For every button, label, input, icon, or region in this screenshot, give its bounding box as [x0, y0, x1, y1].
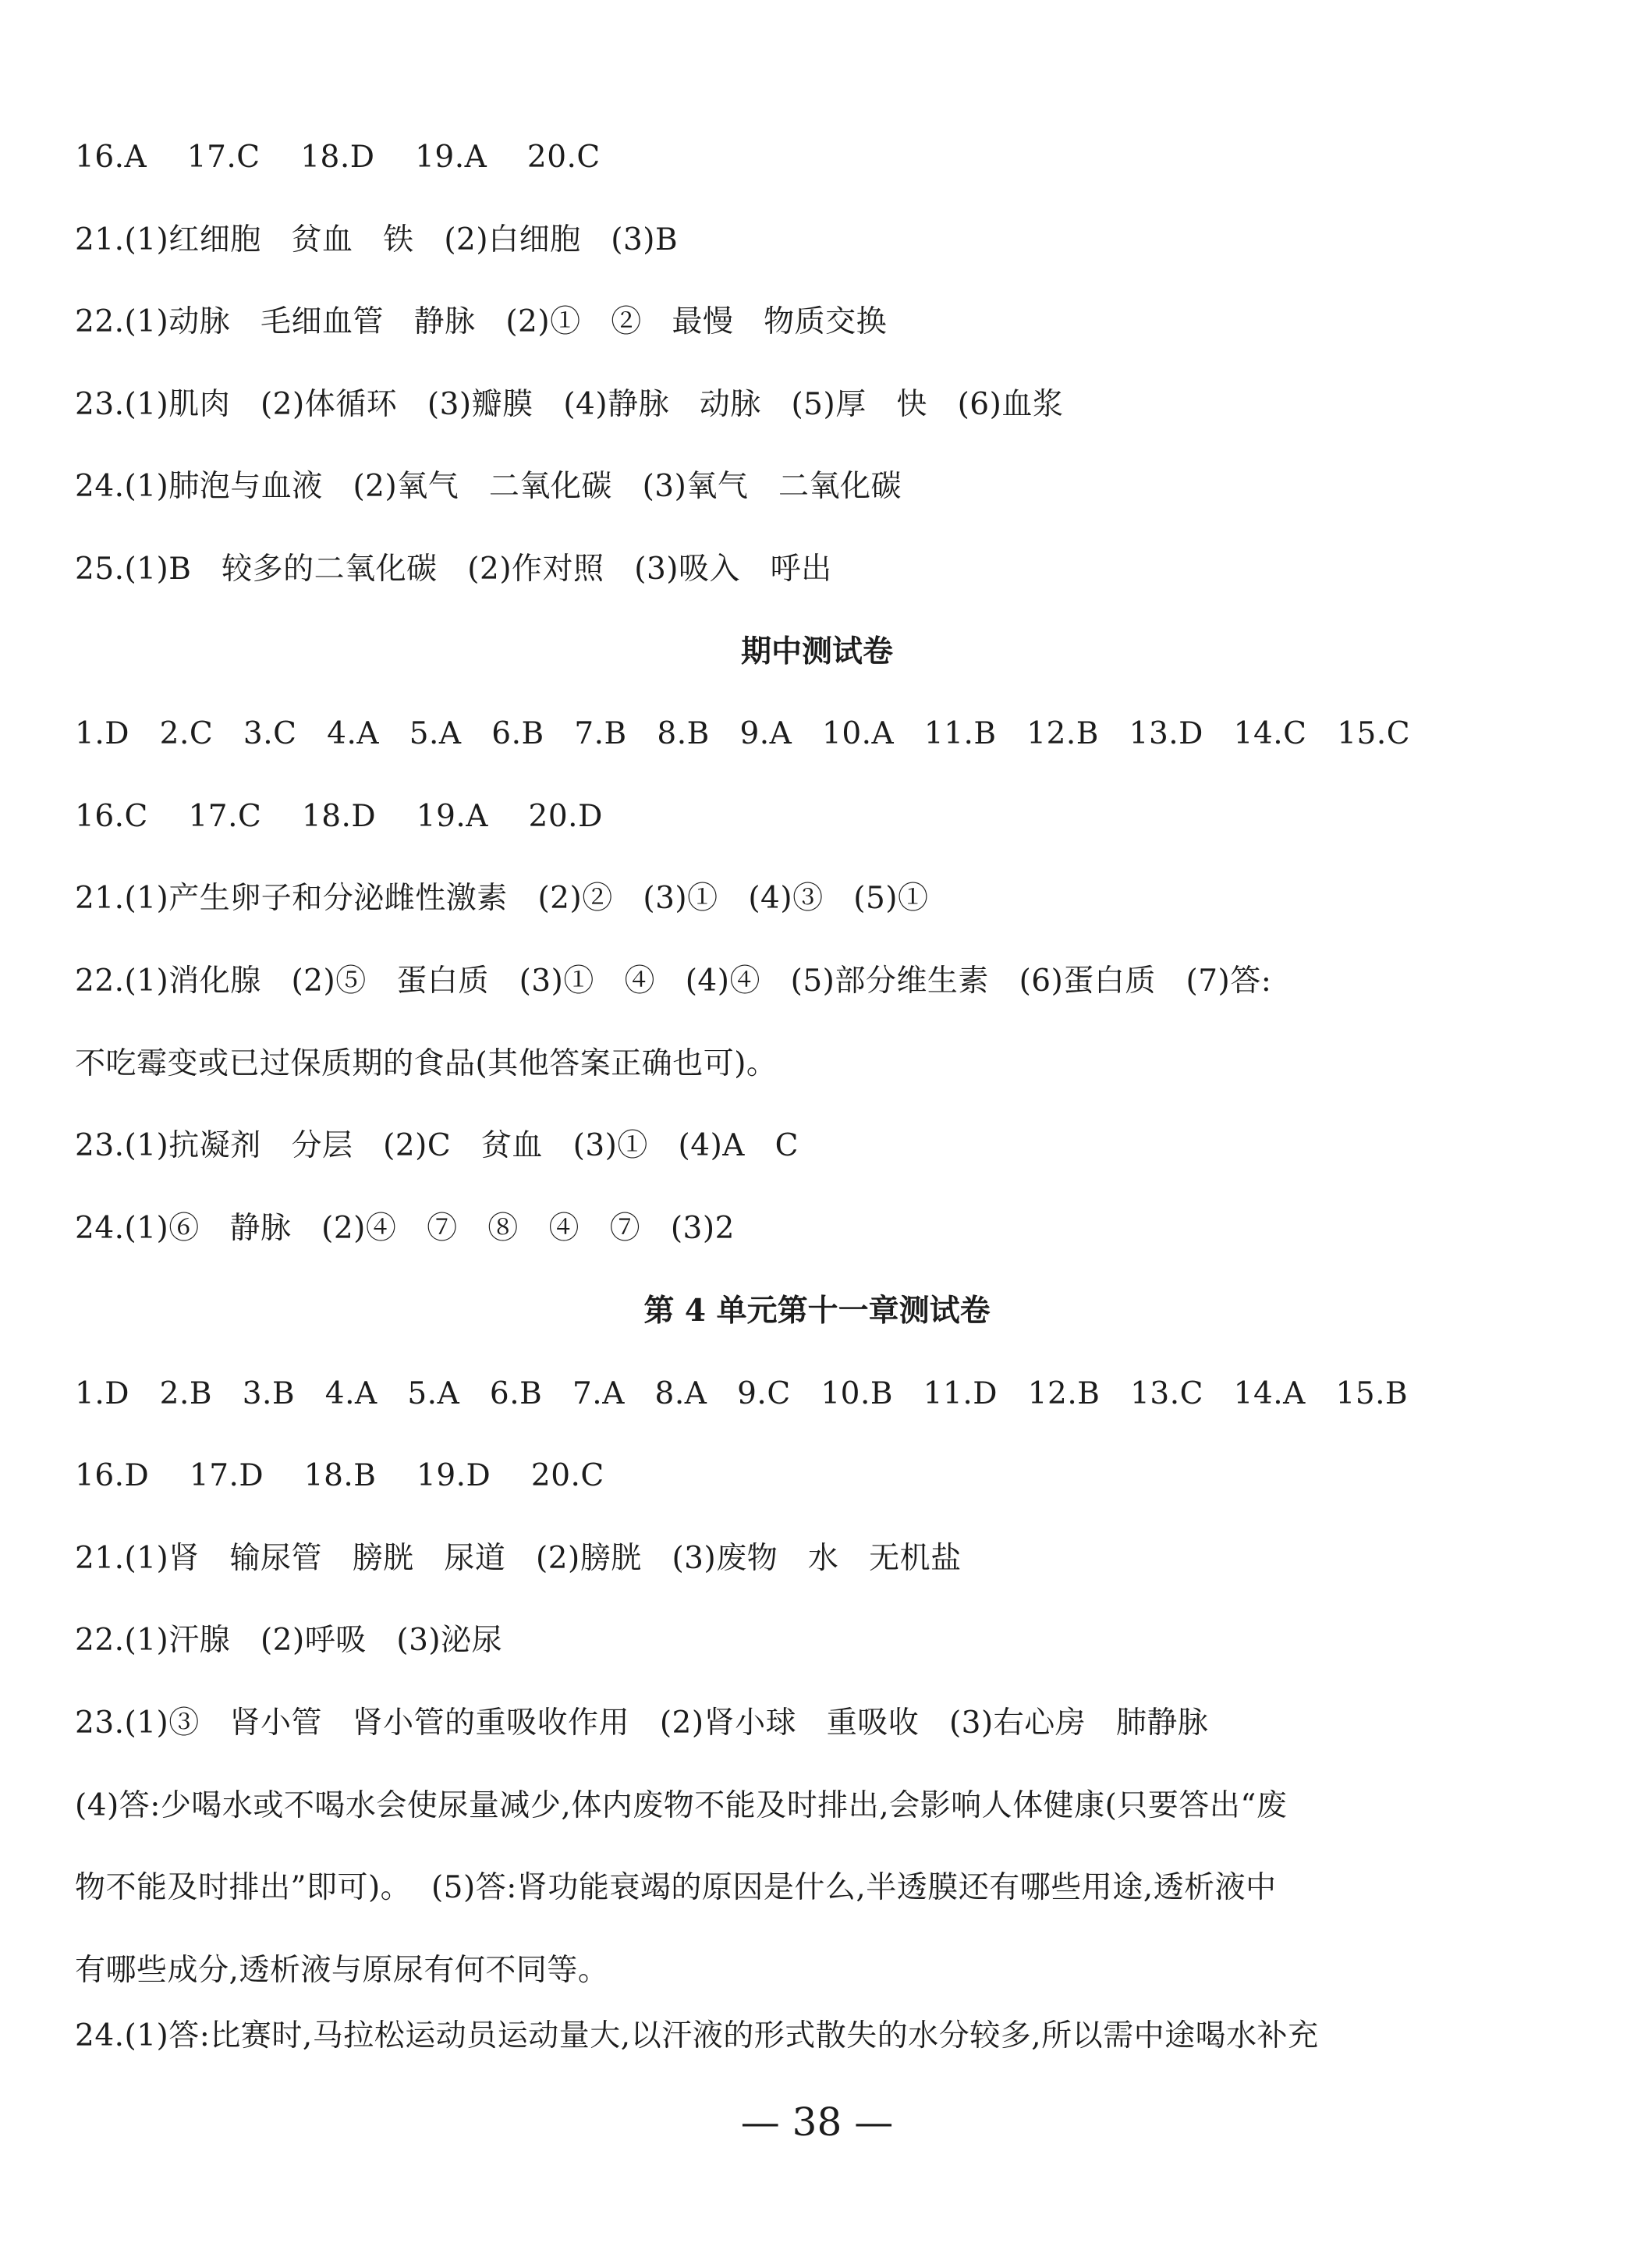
- answer-line: 21.(1)产生卵子和分泌雌性激素 (2)② (3)① (4)③ (5)①: [75, 881, 929, 916]
- section-title-unit4: 第 4 单元第十一章测试卷: [643, 1293, 991, 1329]
- page-number: — 38 —: [740, 2099, 894, 2145]
- answer-line: 22.(1)消化腺 (2)⑤ 蛋白质 (3)① ④ (4)④ (5)部分维生素 (6)蛋白质 (7)答:: [75, 964, 1272, 999]
- section-title-midterm: 期中测试卷: [740, 634, 893, 669]
- answer-line: 16.D 17.D 18.B 19.D 20.C: [75, 1458, 604, 1493]
- answer-line: 24.(1)⑥ 静脉 (2)④ ⑦ ⑧ ④ ⑦ (3)2: [75, 1211, 735, 1246]
- answer-line: 21.(1)肾 输尿管 膀胱 尿道 (2)膀胱 (3)废物 水 无机盐: [75, 1541, 962, 1576]
- answer-line: 16.A 17.C 18.D 19.A 20.C: [75, 140, 601, 175]
- answer-line: 23.(1)抗凝剂 分层 (2)C 贫血 (3)① (4)A C: [75, 1128, 799, 1163]
- answer-line: 24.(1)肺泡与血液 (2)氧气 二氧化碳 (3)氧气 二氧化碳: [75, 469, 902, 504]
- answer-line: 21.(1)红细胞 贫血 铁 (2)白细胞 (3)B: [75, 222, 679, 257]
- answer-line: 有哪些成分,透析液与原尿有何不同等。: [75, 1953, 609, 1988]
- answer-line: 24.(1)答:比赛时,马拉松运动员运动量大,以汗液的形式散失的水分较多,所以需中途喝水补充: [75, 2018, 1319, 2053]
- answer-line: 物不能及时排出”即可)。 (5)答:肾功能衰竭的原因是什么,半透膜还有哪些用途,透析液中: [75, 1870, 1277, 1905]
- answer-line: 23.(1)肌肉 (2)体循环 (3)瓣膜 (4)静脉 动脉 (5)厚 快 (6)血浆: [75, 387, 1064, 422]
- answer-line: 1.D 2.C 3.C 4.A 5.A 6.B 7.B 8.B 9.A 10.A 11.B 12.B 13.D 14.C 15.C: [75, 716, 1411, 751]
- answer-line: 23.(1)③ 肾小管 肾小管的重吸收作用 (2)肾小球 重吸收 (3)右心房 肺静脉: [75, 1705, 1209, 1741]
- answer-line: 16.C 17.C 18.D 19.A 20.D: [75, 799, 603, 834]
- answer-line: 1.D 2.B 3.B 4.A 5.A 6.B 7.A 8.A 9.C 10.B 11.D 12.B 13.C 14.A 15.B: [75, 1376, 1409, 1411]
- answer-line: 22.(1)动脉 毛细血管 静脉 (2)① ② 最慢 物质交换: [75, 304, 888, 339]
- answer-line: 不吃霉变或已过保质期的食品(其他答案正确也可)。: [75, 1046, 778, 1081]
- answer-line: 22.(1)汗腺 (2)呼吸 (3)泌尿: [75, 1623, 503, 1658]
- answer-line: 25.(1)B 较多的二氧化碳 (2)作对照 (3)吸入 呼出: [75, 552, 832, 587]
- answer-line: (4)答:少喝水或不喝水会使尿量减少,体内废物不能及时排出,会影响人体健康(只要答出“废: [75, 1788, 1288, 1823]
